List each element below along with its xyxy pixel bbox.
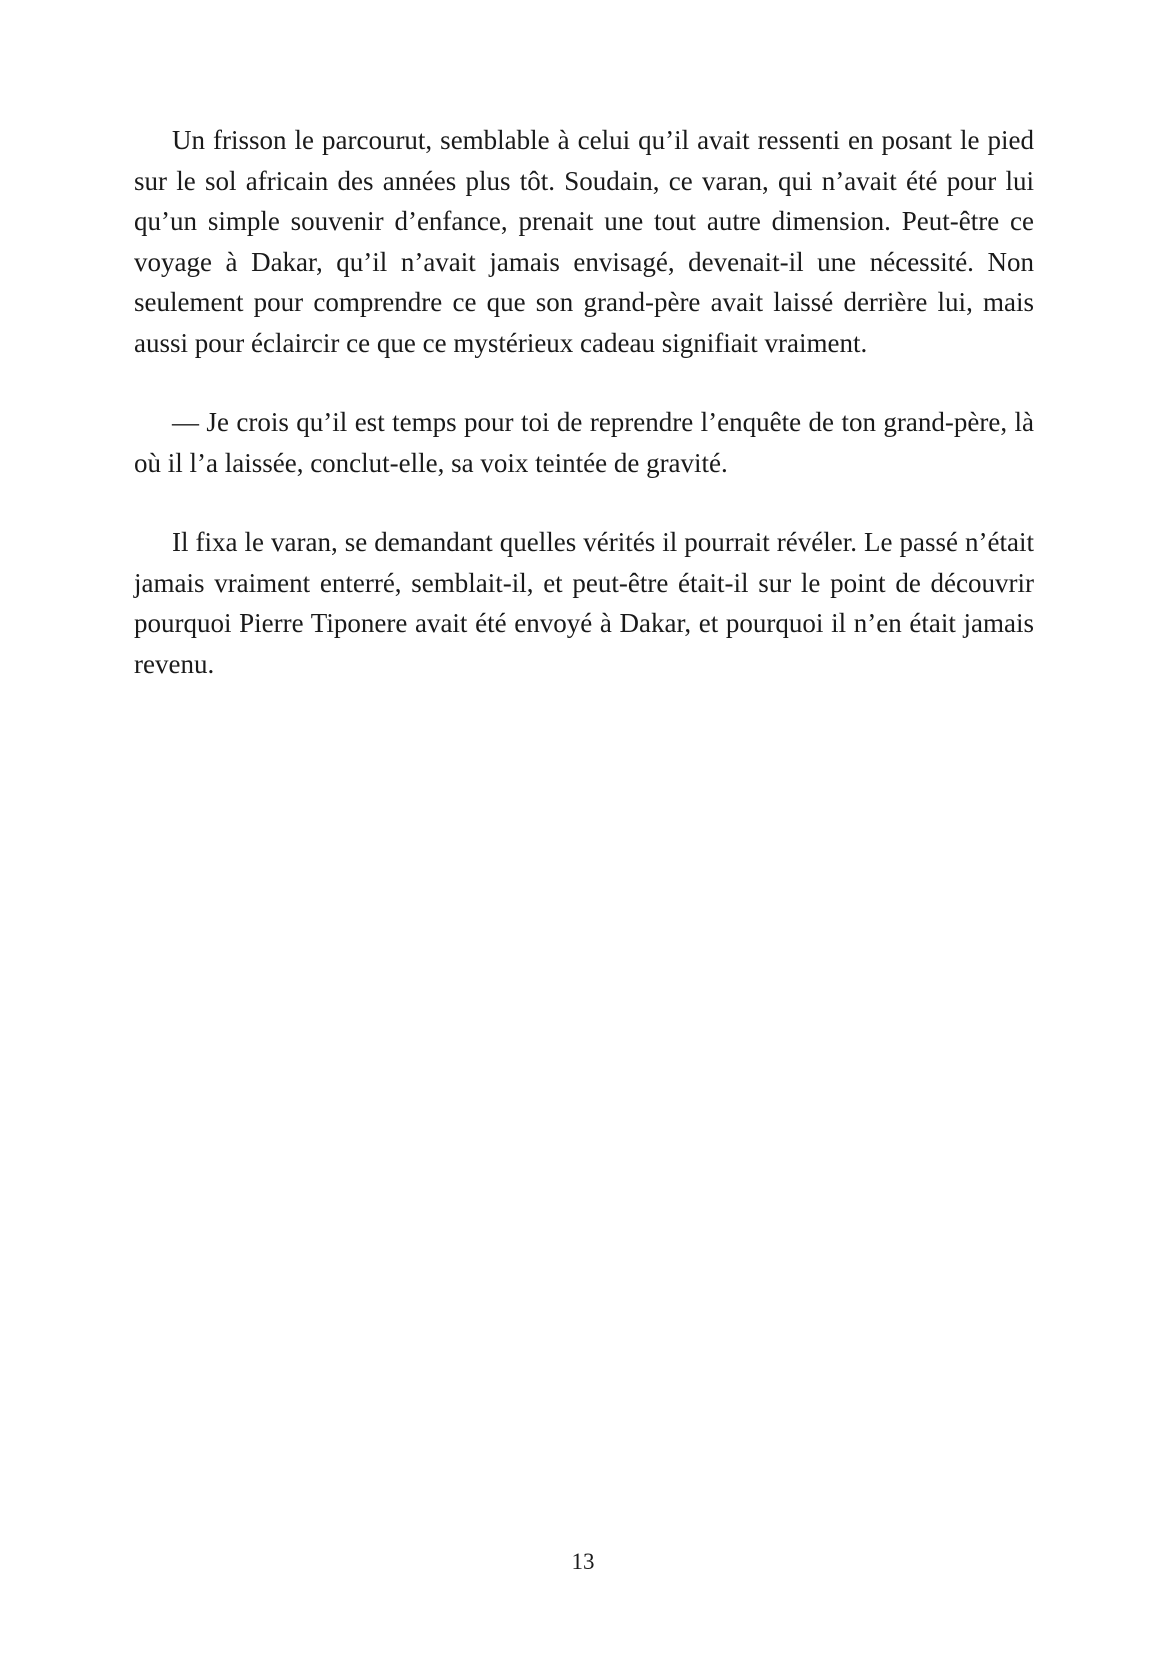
paragraph-1: Un frisson le parcourut, semblable à celui qu’il avait ressenti en posant le pied sur le sol africain des années plus tôt. Soudain, ce varan, qui n’avait été pour lui qu’un simple souvenir d’enfance, prenait une tout autre dimension. Peut-être ce voyage à Dakar, qu’il n’avait jamais envisagé, devenait-il une nécessité. Non seulement pour comprendre ce que son grand-père avait laissé derrière lui, mais aussi pour éclaircir ce que ce mystérieux cadeau signifiait vraiment.: [134, 125, 1034, 358]
paragraph-3: Il fixa le varan, se demandant quelles vérités il pourrait révéler. Le passé n’était jamais vraiment enterré, semblait-il, et peut-être était-il sur le point de découvrir pourquoi Pierre Tiponere avait été envoyé à Dakar, et pourquoi il n’en était jamais revenu.: [134, 527, 1034, 679]
paragraph-2-dialogue: — Je crois qu’il est temps pour toi de reprendre l’enquête de ton grand-père, là où il l’a laissée, conclut-elle, sa voix teintée de gravité.: [134, 407, 1034, 478]
page-number: 13: [571, 1549, 595, 1574]
body-text: [134, 120, 1034, 723]
